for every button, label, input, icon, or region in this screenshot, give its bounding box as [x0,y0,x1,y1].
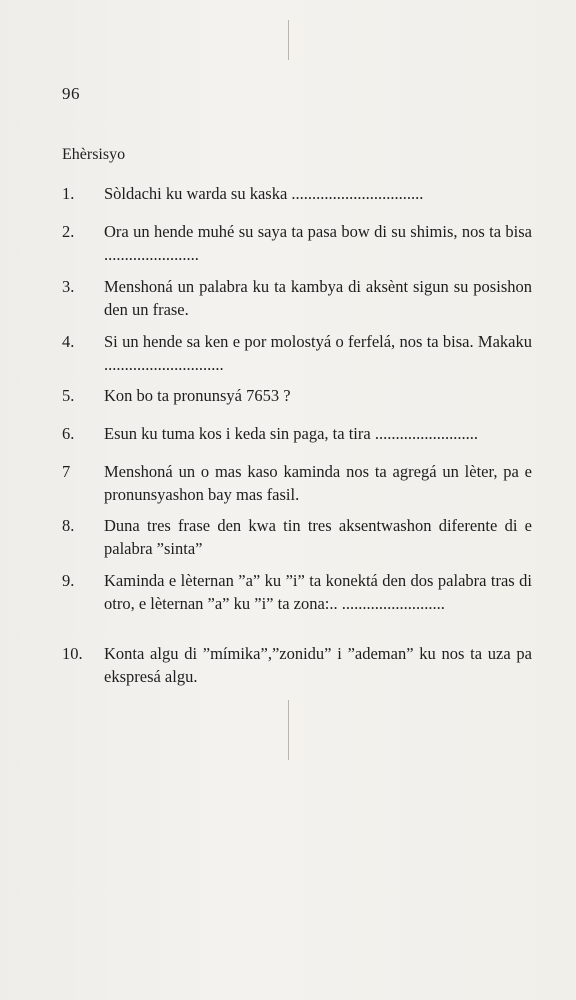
section-title: Ehèrsisyo [62,146,126,163]
exercise-text: Duna tres frase den kwa tin tres aksentwashon diferente di e palabra ”sinta” [104,516,532,558]
exercise-text: Sòldachi ku warda su kaska ................................ [104,184,424,203]
exercise-number: 8. [62,516,75,535]
exercise-text: Konta algu di ”mímika”,”zonidu” i ”ademan” ku nos ta uza pa ekspresá algu. [104,644,532,686]
exercise-item [62,330,532,376]
exercise-number: 2. [62,222,75,241]
exercise-text: Kon bo ta pronunsyá 7653 ? [104,386,291,405]
exercise-item [62,422,532,445]
exercise-text: Esun ku tuma kos i keda sin paga, ta tira ......................... [104,424,478,443]
exercise-text: Si un hende sa ken e por molostyá o ferfelá, nos ta bisa. Makaku ............................. [104,332,532,374]
exercise-number: 1. [62,184,75,203]
exercise-number: 3. [62,277,75,296]
exercise-number: 7 [62,462,71,481]
exercise-item [62,642,532,688]
exercise-item [62,182,532,205]
page-fold-mark [288,700,289,760]
exercise-item [62,275,532,321]
exercise-text: Ora un hende muhé su saya ta pasa bow di su shimis, nos ta bisa ....................... [104,222,532,264]
exercise-text: Kaminda e lèternan ”a” ku ”i” ta konektá den dos palabra tras di otro, e lèternan ”a” ku ”i” ta zona:.. ......................... [104,571,532,613]
exercise-number: 5. [62,386,75,405]
page-number: 96 [62,84,80,103]
exercise-number: 9. [62,571,75,590]
exercise-number: 6. [62,424,75,443]
exercise-item [62,384,532,407]
exercise-item [62,220,532,266]
exercise-text: Menshoná un palabra ku ta kambya di aksènt sigun su posishon den un frase. [104,277,532,319]
exercise-text: Menshoná un o mas kaso kaminda nos ta agregá un lèter, pa e pronunsyashon bay mas fasil. [104,462,532,504]
exercise-number: 4. [62,332,75,351]
exercise-item [62,569,532,615]
exercise-number: 10. [62,644,83,663]
page-fold-mark [288,20,289,60]
exercise-item [62,514,532,560]
exercise-item [62,460,532,506]
